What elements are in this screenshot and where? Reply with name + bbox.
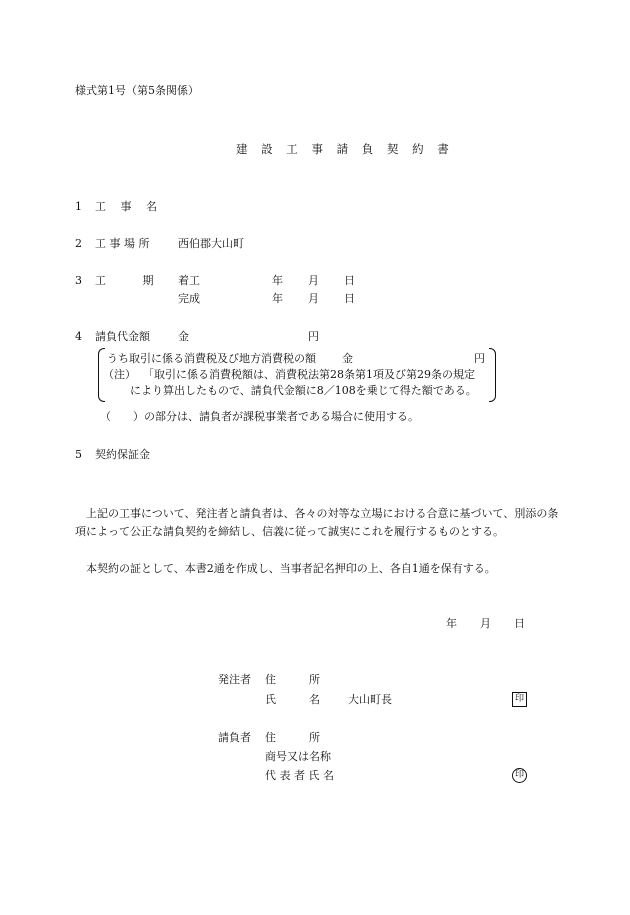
orderer-name-label: 氏 名 (265, 693, 320, 706)
contractor-company-label: 商号又は名称 (265, 750, 331, 763)
document-title: 建 設 工 事 請 負 契 約 書 (236, 142, 454, 156)
orderer-name-value: 大山町長 (348, 693, 392, 706)
date-day: 日 (514, 617, 525, 630)
contractor-representative-label: 代 表 者 氏 名 (265, 769, 334, 782)
start-month: 月 (308, 274, 319, 287)
contractor-role: 請負者 (218, 731, 251, 744)
paren-usage-note: （ ）の部分は、請負者が課税事業者である場合に使用する。 (100, 410, 419, 423)
item-4-label: 請負代金額 (95, 330, 150, 343)
orderer-seal-mark: 印 (512, 692, 527, 707)
item-2-value: 西伯郡大山町 (178, 237, 244, 250)
amount-yen: 円 (308, 330, 319, 343)
contractor-seal-mark: 印 (512, 768, 527, 783)
orderer-role: 発注者 (218, 673, 251, 686)
tax-note-line-1: 「取引に係る消費税額は、消費税法第28条第1項及び第29条の規定 (143, 368, 475, 381)
item-5-number: 5 (75, 448, 82, 461)
item-1-number: 1 (75, 200, 82, 213)
item-2-label: 工 事 場 所 (95, 237, 150, 250)
item-2-number: 2 (75, 237, 82, 250)
item-1-label: 工 事 名 (95, 200, 157, 213)
contractor-address-label: 住 所 (265, 731, 320, 744)
start-label: 着工 (178, 274, 200, 287)
item-3-number: 3 (75, 274, 82, 287)
tax-yen: 円 (474, 352, 485, 365)
end-year: 年 (272, 292, 283, 305)
start-day: 日 (344, 274, 355, 287)
body-paragraph-1: 上記の工事について、発注者と請負者は、各々の対等な立場における合意に基づいて、別添の条項によって公正な請負契約を締結し、信義に従って誠実にこれを履行するものとする。 (75, 507, 559, 538)
orderer-address-label: 住 所 (265, 673, 320, 686)
tax-line-1: うち取引に係る消費税及び地方消費税の額 (107, 352, 316, 365)
right-bracket (489, 348, 496, 402)
item-3-label: 工 期 (95, 274, 154, 287)
body-paragraph-2: 本契約の証として、本書2通を作成し、当事者記名押印の上、各自1通を保有する。 (86, 562, 496, 575)
form-reference: 様式第1号（第5条関係） (75, 84, 199, 97)
item-5-label: 契約保証金 (95, 448, 150, 461)
start-year: 年 (272, 274, 283, 287)
date-month: 月 (480, 617, 491, 630)
amount-kin: 金 (178, 330, 189, 343)
end-label: 完成 (178, 292, 200, 305)
tax-note-line-2: により算出したもので、請負代金額に8／108を乗じて得た額である。 (130, 384, 477, 397)
item-4-number: 4 (75, 330, 82, 343)
tax-kin: 金 (342, 352, 353, 365)
end-month: 月 (308, 292, 319, 305)
tax-note-label: （注） (103, 368, 136, 381)
end-day: 日 (344, 292, 355, 305)
date-year: 年 (446, 617, 457, 630)
